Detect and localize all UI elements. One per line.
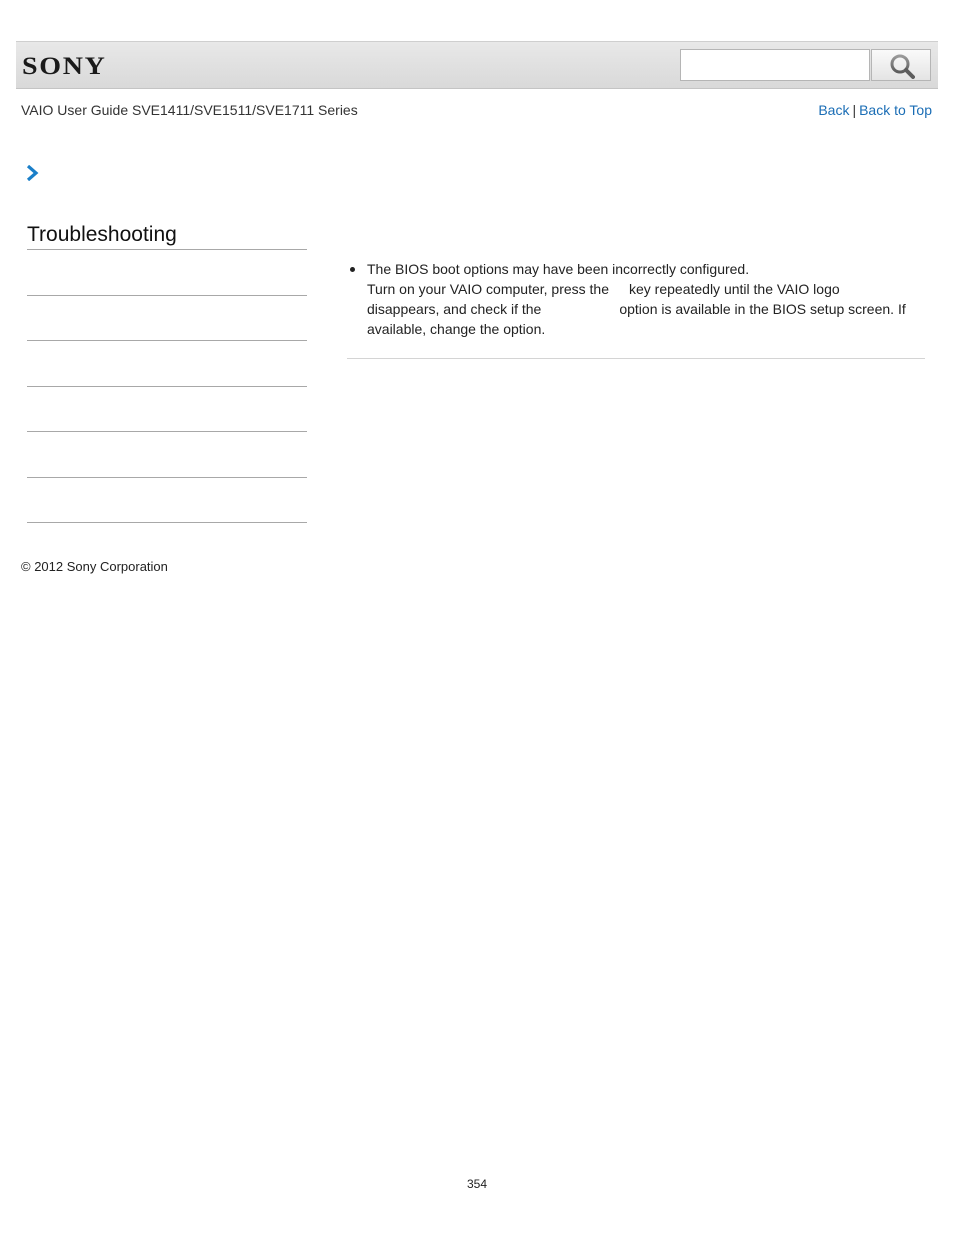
- sidebar-divider: [27, 386, 307, 387]
- link-separator: |: [852, 102, 857, 118]
- back-link[interactable]: Back: [818, 102, 850, 118]
- page-number: 354: [466, 1177, 488, 1191]
- guide-title: VAIO User Guide SVE1411/SVE1511/SVE1711 Series: [21, 102, 358, 118]
- copyright: © 2012 Sony Corporation: [21, 559, 168, 574]
- chevron-right-icon[interactable]: [26, 165, 40, 181]
- sidebar-divider: [27, 522, 307, 523]
- back-to-top-link[interactable]: Back to Top: [859, 102, 932, 118]
- search-icon: [889, 53, 915, 79]
- instruction-text: available, change the option.: [367, 321, 546, 337]
- sidebar-divider: [27, 431, 307, 432]
- sidebar-title: Troubleshooting: [27, 223, 177, 246]
- search-button[interactable]: [871, 49, 931, 81]
- top-links: [818, 102, 932, 118]
- instruction-line: [367, 299, 925, 319]
- sidebar-divider: [27, 340, 307, 341]
- instruction-text: disappears, and check if the: [367, 301, 542, 317]
- sidebar-divider: [27, 477, 307, 478]
- list-item: [347, 259, 925, 339]
- sidebar-divider: [27, 249, 307, 250]
- search-input[interactable]: [680, 49, 870, 81]
- instruction-text: key repeatedly until the VAIO logo: [629, 281, 840, 297]
- cause-text: The BIOS boot options may have been incorrectly configured.: [367, 261, 750, 277]
- header-bar: [16, 41, 938, 89]
- instruction-text: Turn on your VAIO computer, press the: [367, 281, 609, 297]
- instruction-line: [367, 279, 925, 299]
- bullet-icon: [350, 267, 355, 272]
- sony-logo[interactable]: SONY: [22, 53, 107, 80]
- instruction-text: option is available in the BIOS setup screen. If: [619, 301, 906, 317]
- content-divider: [347, 358, 925, 359]
- sidebar-divider: [27, 295, 307, 296]
- main-content: [347, 259, 925, 339]
